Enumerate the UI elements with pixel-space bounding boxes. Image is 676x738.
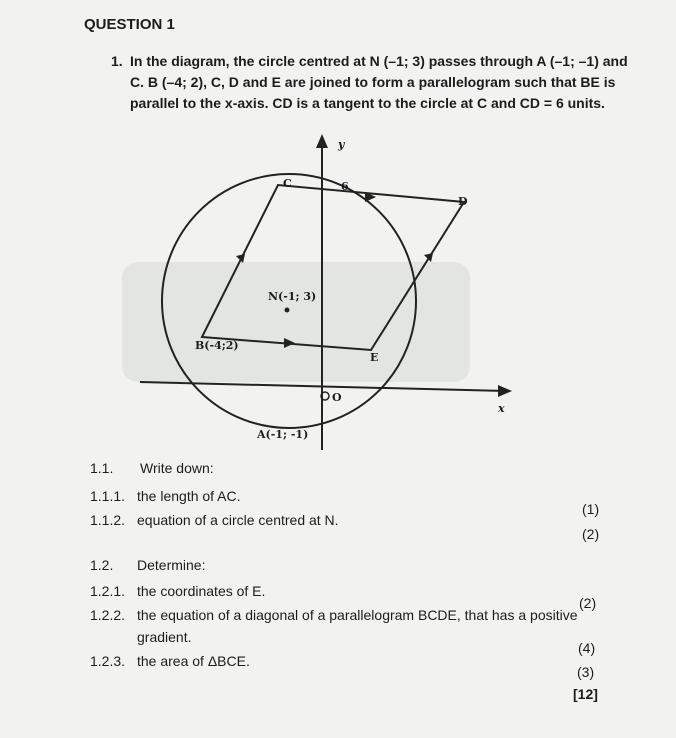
q1-2-text: Determine:	[137, 557, 206, 573]
intro-line-2: C. B (–4; 2), C, D and E are joined to form a parallelogram such that BE is	[130, 74, 616, 90]
q1-1-2-text: equation of a circle centred at N.	[137, 512, 339, 528]
q1-1-2-marks: (2)	[582, 526, 600, 542]
question-heading: QUESTION 1	[84, 16, 175, 33]
total-marks: [12]	[573, 686, 598, 702]
centre-point-n	[285, 308, 290, 313]
q1-1-1-marks: (1)	[582, 501, 600, 517]
background-panel	[122, 262, 470, 382]
intro-line-3: parallel to the x-axis. CD is a tangent to the circle at C and CD = 6 units.	[130, 95, 605, 111]
q1-2-2-number: 1.2.2.	[90, 607, 126, 623]
q1-2-3-text: the area of ΔBCE.	[137, 653, 250, 669]
x-axis-label: x	[498, 402, 505, 415]
point-b-label: B(-4;2)	[195, 339, 239, 352]
q1-2-2-text-line1: the equation of a diagonal of a parallelogram BCDE, that has a positive	[137, 607, 578, 623]
q1-1-1-text: the length of AC.	[137, 488, 241, 504]
q1-1-1-number: 1.1.1.	[90, 488, 126, 504]
q1-1-number: 1.1.	[90, 460, 114, 476]
q1-2-1-marks: (2)	[579, 595, 597, 611]
q1-2-3-number: 1.2.3.	[90, 653, 126, 669]
intro-line-1: In the diagram, the circle centred at N (–1; 3) passes through A (–1; –1) and	[130, 53, 628, 69]
point-e-label: E	[370, 351, 379, 364]
point-a-label: A(-1; -1)	[257, 428, 309, 441]
length-cd-label: 6	[341, 180, 349, 193]
q1-2-number: 1.2.	[90, 557, 114, 573]
y-axis-label: y	[338, 138, 345, 151]
point-d-label: D	[458, 195, 468, 208]
point-c-label: C	[283, 177, 292, 190]
q1-2-3-marks: (3)	[577, 664, 595, 680]
q1-1-text: Write down:	[140, 460, 214, 476]
y-axis-arrow	[316, 134, 328, 148]
q1-2-2-text-line2: gradient.	[137, 629, 192, 645]
x-axis-arrow	[498, 385, 512, 397]
q1-2-1-text: the coordinates of E.	[137, 583, 266, 599]
origin-label: O	[332, 391, 342, 404]
arrow-ed	[424, 253, 433, 262]
question-number: 1.	[111, 53, 123, 69]
q1-2-1-number: 1.2.1.	[90, 583, 126, 599]
point-n-label: N(-1; 3)	[268, 290, 317, 303]
q1-2-2-marks: (4)	[578, 640, 596, 656]
q1-1-2-number: 1.1.2.	[90, 512, 126, 528]
